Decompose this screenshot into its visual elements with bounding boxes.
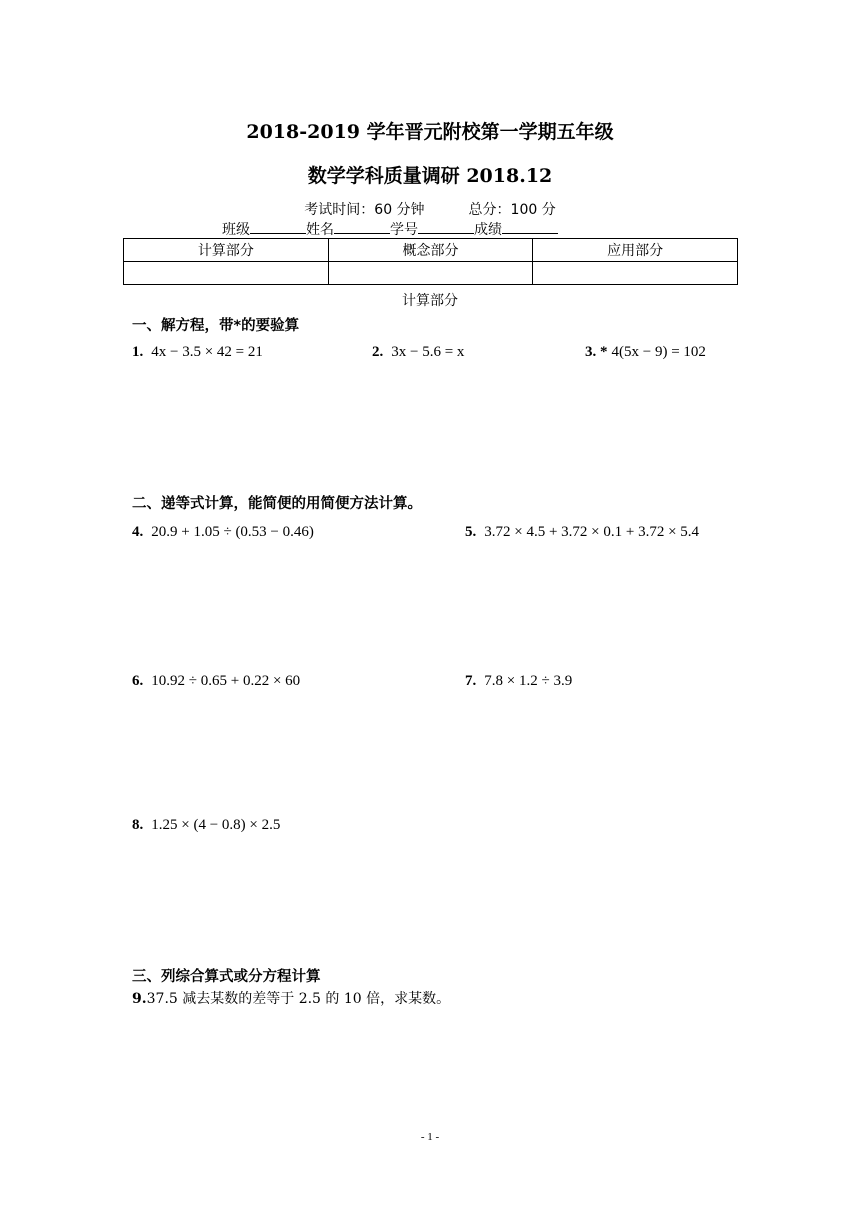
problem-2-expression: 3x − 5.6 = x [391, 344, 465, 360]
problem-5 [465, 524, 699, 541]
student-number-blank[interactable] [418, 221, 474, 234]
student-number-label: 学号 [390, 222, 418, 238]
section-title: 计算部分 [402, 293, 458, 309]
exam-info [0, 199, 860, 219]
exam-time: 考试时间：60 分钟 [304, 202, 425, 218]
problem-5-number: 5. [465, 524, 477, 540]
problem-4-expression: 20.9 + 1.05 ÷ (0.53 − 0.46) [151, 524, 314, 540]
problem-8 [132, 817, 280, 834]
score-header-concept: 概念部分 [328, 239, 533, 262]
score-table-header-row [124, 239, 738, 262]
problem-5-expression: 3.72 × 4.5 + 3.72 × 0.1 + 3.72 × 5.4 [484, 524, 700, 540]
score-cell-calculation[interactable] [124, 262, 329, 285]
score-table-value-row [124, 262, 738, 285]
problem-9 [132, 988, 450, 1008]
exam-title-line2: 数学学科质量调研 2018.12 [307, 165, 553, 187]
score-table [123, 238, 738, 285]
section-2-heading: 二、递等式计算，能简便的用简便方法计算。 [132, 496, 422, 512]
problem-6-number: 6. [132, 673, 144, 689]
class-blank[interactable] [250, 221, 306, 234]
class-label: 班级 [222, 222, 250, 238]
problem-7-expression: 7.8 × 1.2 ÷ 3.9 [484, 673, 573, 689]
problem-6-expression: 10.92 ÷ 0.65 + 0.22 × 60 [151, 673, 301, 689]
grade-blank[interactable] [502, 221, 558, 234]
problem-4 [132, 524, 314, 541]
score-cell-concept[interactable] [328, 262, 533, 285]
problem-8-expression: 1.25 × (4 − 0.8) × 2.5 [151, 817, 281, 833]
problem-9-number: 9. [132, 991, 147, 1007]
problem-4-number: 4. [132, 524, 144, 540]
problem-9-text: 37.5 减去某数的差等于 2.5 的 10 倍，求某数。 [146, 991, 451, 1007]
name-label: 姓名 [306, 222, 334, 238]
problem-1-number: 1. [132, 344, 144, 360]
name-blank[interactable] [334, 221, 390, 234]
problem-3 [585, 344, 706, 361]
problem-8-number: 8. [132, 817, 144, 833]
problem-1-expression: 4x − 3.5 × 42 = 21 [151, 344, 263, 360]
grade-label: 成绩 [474, 222, 502, 238]
problem-3-number: 3. * [585, 344, 608, 360]
problem-2-number: 2. [372, 344, 384, 360]
score-cell-application[interactable] [533, 262, 738, 285]
section-3-heading: 三、列综合算式或分方程计算 [132, 969, 321, 985]
score-header-calculation: 计算部分 [124, 239, 329, 262]
student-info-line [222, 219, 558, 239]
problem-6 [132, 673, 300, 690]
exam-total-score: 总分：100 分 [468, 202, 556, 218]
exam-title-line1: 2018-2019 学年晋元附校第一学期五年级 [246, 121, 614, 143]
problem-7 [465, 673, 572, 690]
score-header-application: 应用部分 [533, 239, 738, 262]
section-1-heading: 一、解方程，带*的要验算 [132, 318, 300, 334]
problem-2 [372, 344, 464, 361]
page-number: - 1 - [420, 1131, 440, 1143]
problem-7-number: 7. [465, 673, 477, 689]
problem-3-expression: 4(5x − 9) = 102 [611, 344, 706, 360]
problem-1 [132, 344, 263, 361]
